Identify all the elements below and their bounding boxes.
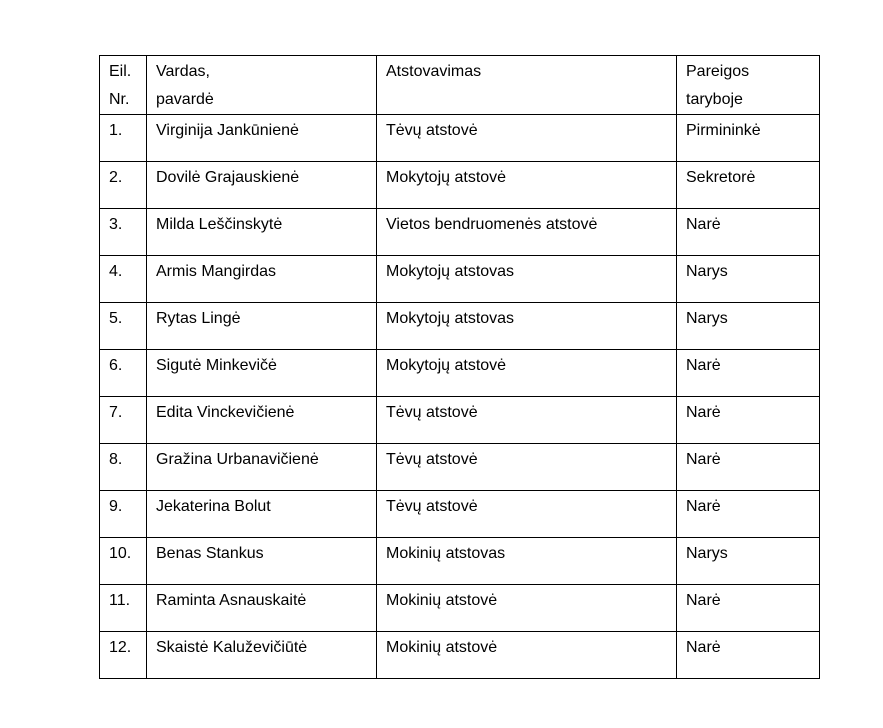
- cell-role: Pirmininkė: [677, 115, 820, 162]
- cell-name: Benas Stankus: [147, 538, 377, 585]
- cell-name: Milda Leščinskytė: [147, 209, 377, 256]
- cell-representation: Mokinių atstovė: [377, 585, 677, 632]
- header-text: taryboje: [686, 91, 743, 108]
- cell-name: Skaistė Kaluževičiūtė: [147, 632, 377, 679]
- header-text: Atstovavimas: [386, 63, 482, 80]
- header-text: Pareigos: [686, 63, 750, 80]
- cell-number: 10.: [100, 538, 147, 585]
- cell-name: Jekaterina Bolut: [147, 491, 377, 538]
- cell-representation: Tėvų atstovė: [377, 444, 677, 491]
- cell-name: Virginija Jankūnienė: [147, 115, 377, 162]
- cell-number: 11.: [100, 585, 147, 632]
- header-cell-role: [677, 56, 820, 115]
- table-header-row: [100, 56, 820, 115]
- cell-name: Gražina Urbanavičienė: [147, 444, 377, 491]
- header-text: Vardas,: [156, 63, 210, 80]
- table-row: [100, 162, 820, 209]
- cell-name: Edita Vinckevičienė: [147, 397, 377, 444]
- cell-name: Armis Mangirdas: [147, 256, 377, 303]
- cell-number: 6.: [100, 350, 147, 397]
- cell-representation: Tėvų atstovė: [377, 491, 677, 538]
- header-cell-number: [100, 56, 147, 115]
- table-row: [100, 632, 820, 679]
- cell-role: Narė: [677, 397, 820, 444]
- cell-representation: Mokytojų atstovė: [377, 350, 677, 397]
- council-members-table: [99, 55, 820, 679]
- cell-name: Sigutė Minkevičė: [147, 350, 377, 397]
- cell-number: 8.: [100, 444, 147, 491]
- cell-number: 2.: [100, 162, 147, 209]
- cell-representation: Mokytojų atstovas: [377, 303, 677, 350]
- cell-role: Narė: [677, 209, 820, 256]
- cell-role: Narė: [677, 632, 820, 679]
- table-row: [100, 303, 820, 350]
- cell-role: Narė: [677, 444, 820, 491]
- cell-representation: Tėvų atstovė: [377, 397, 677, 444]
- table-row: [100, 397, 820, 444]
- cell-number: 9.: [100, 491, 147, 538]
- header-text: Nr.: [109, 91, 130, 108]
- cell-representation: Mokinių atstovas: [377, 538, 677, 585]
- cell-role: Narė: [677, 491, 820, 538]
- table-row: [100, 350, 820, 397]
- cell-number: 4.: [100, 256, 147, 303]
- table-row: [100, 444, 820, 491]
- table-row: [100, 209, 820, 256]
- table-row: [100, 491, 820, 538]
- cell-representation: Mokytojų atstovė: [377, 162, 677, 209]
- cell-representation: Mokinių atstovė: [377, 632, 677, 679]
- cell-number: 5.: [100, 303, 147, 350]
- cell-name: Dovilė Grajauskienė: [147, 162, 377, 209]
- cell-number: 3.: [100, 209, 147, 256]
- cell-representation: Vietos bendruomenės atstovė: [377, 209, 677, 256]
- cell-role: Sekretorė: [677, 162, 820, 209]
- cell-number: 12.: [100, 632, 147, 679]
- header-cell-representation: [377, 56, 677, 115]
- cell-name: Raminta Asnauskaitė: [147, 585, 377, 632]
- header-cell-name: [147, 56, 377, 115]
- table-row: [100, 115, 820, 162]
- cell-role: Narys: [677, 303, 820, 350]
- cell-representation: Tėvų atstovė: [377, 115, 677, 162]
- cell-representation: Mokytojų atstovas: [377, 256, 677, 303]
- cell-name: Rytas Lingė: [147, 303, 377, 350]
- cell-role: Narė: [677, 350, 820, 397]
- header-text: pavardė: [156, 91, 214, 108]
- table-body: [100, 56, 820, 679]
- header-text: Eil.: [109, 63, 132, 80]
- table-row: [100, 538, 820, 585]
- cell-role: Narys: [677, 256, 820, 303]
- table-row: [100, 585, 820, 632]
- cell-role: Narė: [677, 585, 820, 632]
- table-row: [100, 256, 820, 303]
- cell-role: Narys: [677, 538, 820, 585]
- cell-number: 1.: [100, 115, 147, 162]
- cell-number: 7.: [100, 397, 147, 444]
